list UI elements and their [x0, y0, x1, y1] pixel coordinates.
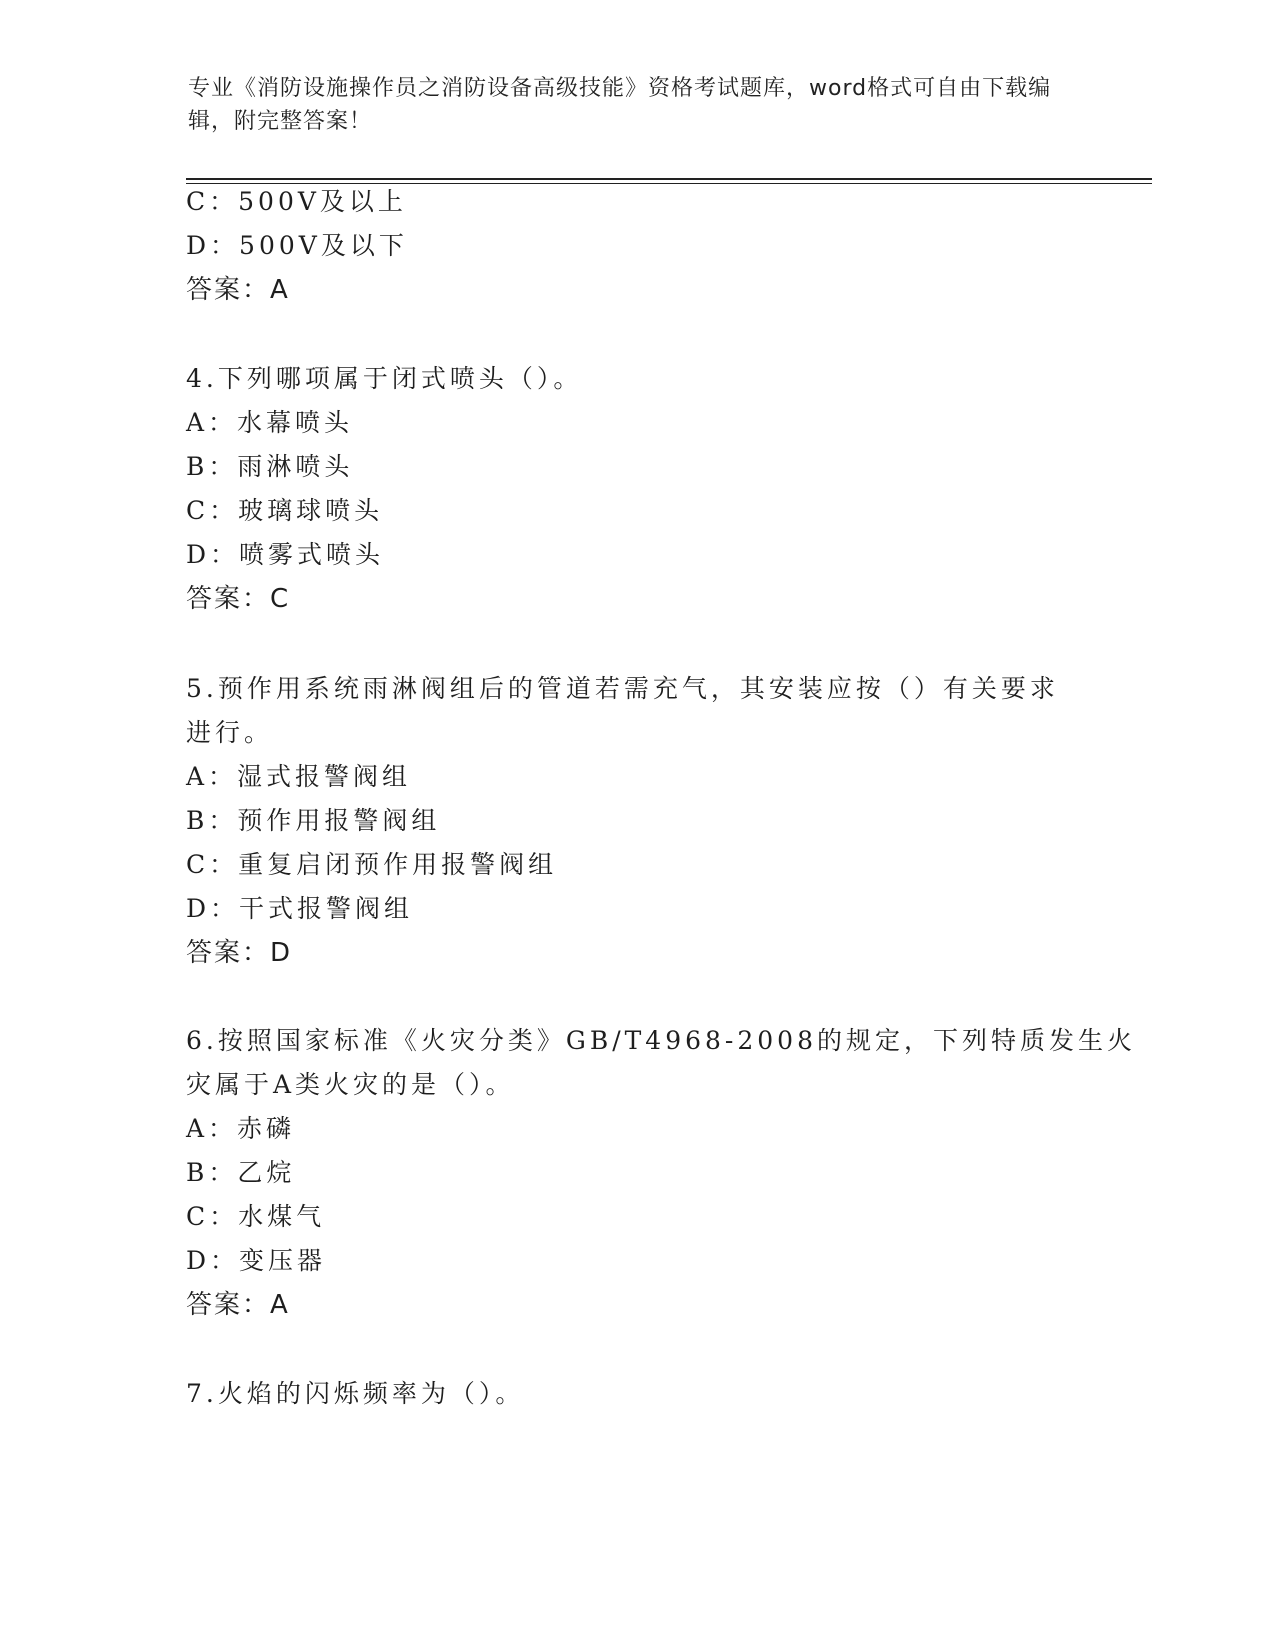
option-b: B：预作用报警阀组	[186, 806, 441, 835]
question-stem: 4.下列哪项属于闭式喷头（）。	[186, 364, 583, 393]
option-a: A：赤磷	[186, 1114, 296, 1143]
option-d: D：干式报警阀组	[186, 894, 414, 923]
answer: 答案：D	[186, 938, 293, 968]
answer: 答案：A	[186, 275, 290, 305]
question-stem: 6.按照国家标准《火灾分类》GB/T4968-2008的规定，下列特质发生火	[186, 1026, 1136, 1055]
document-header: 专业《消防设施操作员之消防设备高级技能》资格考试题库，word格式可自由下载编辑，附完整答案！	[188, 76, 1052, 134]
option-b: B：雨淋喷头	[186, 452, 354, 481]
option-c: C：重复启闭预作用报警阀组	[186, 850, 558, 879]
option-d: D：变压器	[186, 1246, 327, 1275]
option-d: D：500V及以下	[186, 231, 408, 260]
option-a: A：湿式报警阀组	[186, 762, 412, 791]
option-d: D：喷雾式喷头	[186, 540, 385, 569]
question-stem: 5.预作用系统雨淋阀组后的管道若需充气，其安装应按（）有关要求	[186, 674, 1059, 703]
answer: 答案：A	[186, 1290, 290, 1320]
option-c: C：玻璃球喷头	[186, 496, 384, 525]
option-a: A：水幕喷头	[186, 408, 354, 437]
header-divider-thick	[186, 178, 1152, 180]
question-stem-continued: 灾属于A类火灾的是（）。	[186, 1070, 515, 1099]
option-b: B：乙烷	[186, 1158, 296, 1187]
option-c: C：500V及以上	[186, 187, 407, 216]
header-divider-thin	[186, 183, 1152, 184]
answer: 答案：C	[186, 584, 291, 614]
option-c: C：水煤气	[186, 1202, 326, 1231]
question-stem: 7.火焰的闪烁频率为（）。	[186, 1379, 525, 1408]
question-stem-continued: 进行。	[186, 718, 274, 747]
